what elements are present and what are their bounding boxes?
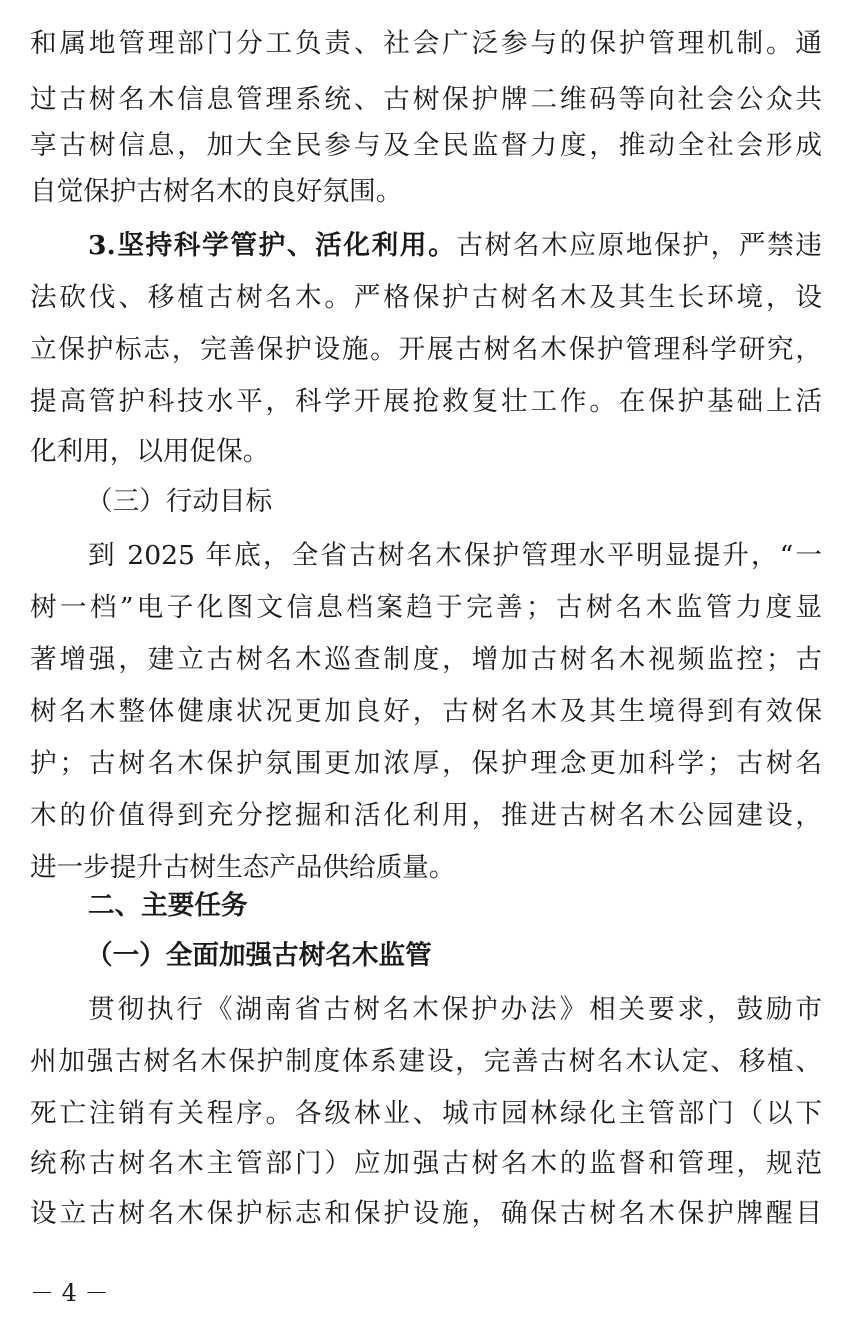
subsection-heading-1 xyxy=(86,940,822,972)
line-text: 进一步提升古树生态产品供给质量。 xyxy=(30,852,456,883)
text-line xyxy=(88,994,822,1026)
line-text: 树名木整体健康状况更加良好，古树名木及其生境得到有效保 xyxy=(30,696,822,727)
line-text: 著增强，建立古树名木巡查制度，增加古树名木视频监控；古 xyxy=(30,644,822,675)
heading-text: 二、主要任务 xyxy=(88,890,248,921)
line-text: 过古树名木信息管理系统、古树保护牌二维码等向社会公众共 xyxy=(30,84,822,115)
text-line xyxy=(30,130,822,162)
text-line xyxy=(30,748,822,780)
text-line xyxy=(30,386,822,418)
line-text: 树一档”电子化图文信息档案趋于完善；古树名木监管力度显 xyxy=(30,592,822,623)
text-line xyxy=(30,176,822,208)
page-number: － 4 － xyxy=(30,1279,109,1307)
text-line xyxy=(30,852,822,884)
text-line xyxy=(30,696,822,728)
text-line xyxy=(30,84,822,116)
principle-3-line xyxy=(88,230,822,262)
principle-3-heading: 3.坚持科学管护、活化利用。 xyxy=(88,230,457,261)
line-text: 提高管护科技水平，科学开展抢救复壮工作。在保护基础上活 xyxy=(30,386,822,417)
text-line xyxy=(30,1046,822,1078)
text-line xyxy=(30,592,822,624)
text-line xyxy=(30,28,822,60)
section-heading-3 xyxy=(86,486,822,518)
line-text: 设立古树名木保护标志和保护设施，确保古树名木保护牌醒目 xyxy=(30,1198,822,1229)
line-text: 享古树信息，加大全民参与及全民监督力度，推动全社会形成 xyxy=(30,130,822,161)
line-text: 立保护标志，完善保护设施。开展古树名木保护管理科学研究， xyxy=(30,334,822,365)
text-line xyxy=(30,1098,822,1130)
heading-text: （三）行动目标 xyxy=(86,486,273,517)
line-text: 木的价值得到充分挖掘和活化利用，推进古树名木公园建设， xyxy=(30,800,822,831)
line-text: 化利用，以用促保。 xyxy=(30,436,270,467)
text-line xyxy=(30,644,822,676)
line-text: 死亡注销有关程序。各级林业、城市园林绿化主管部门（以下 xyxy=(30,1098,822,1129)
line-text: 古树名木应原地保护，严禁违 xyxy=(456,230,822,261)
text-line xyxy=(30,436,822,468)
line-text: 州加强古树名木保护制度体系建设，完善古树名木认定、移植、 xyxy=(30,1046,822,1077)
line-text: 统称古树名木主管部门）应加强古树名木的监督和管理，规范 xyxy=(30,1148,822,1179)
line-text: 到 2025 年底，全省古树名木保护管理水平明显提升，“一 xyxy=(88,540,822,571)
line-text: 贯彻执行《湖南省古树名木保护办法》相关要求，鼓励市 xyxy=(88,994,822,1025)
text-line xyxy=(30,1198,822,1230)
text-line xyxy=(30,334,822,366)
text-line xyxy=(88,540,822,572)
line-text: 护；古树名木保护氛围更加浓厚，保护理念更加科学；古树名 xyxy=(30,748,822,779)
heading-text: （一）全面加强古树名木监管 xyxy=(86,940,432,971)
section-heading-main-tasks xyxy=(88,890,822,922)
line-text: 和属地管理部门分工负责、社会广泛参与的保护管理机制。通 xyxy=(30,28,822,59)
text-line xyxy=(30,1148,822,1180)
line-text: 自觉保护古树名木的良好氛围。 xyxy=(30,176,403,207)
text-line xyxy=(30,800,822,832)
line-text: 法砍伐、移植古树名木。严格保护古树名木及其生长环境，设 xyxy=(30,282,822,313)
text-line xyxy=(30,282,822,314)
